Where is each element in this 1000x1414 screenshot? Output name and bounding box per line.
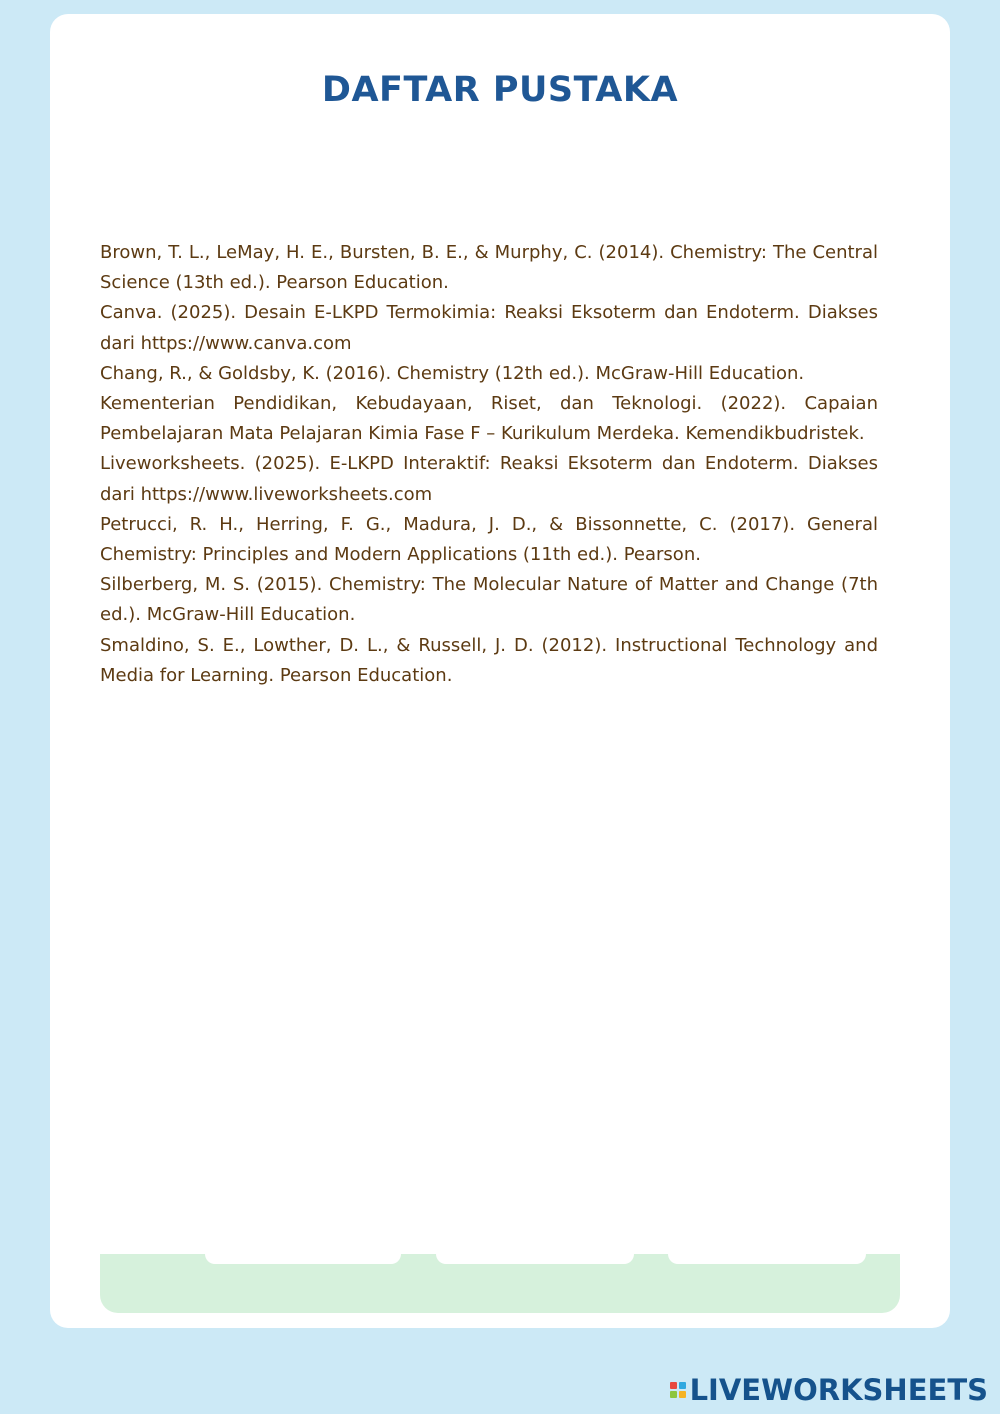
footer-tab	[436, 1254, 634, 1264]
brand-name: LIVEWORKSHEETS	[689, 1373, 988, 1407]
reference-item: Petrucci, R. H., Herring, F. G., Madura, J. D., & Bissonnette, C. (2017). General Chemistry: Principles and Modern Applications (11th ed.). Pearson.	[100, 513, 878, 566]
reference-item: Silberberg, M. S. (2015). Chemistry: The Molecular Nature of Matter and Change (7th ed.). McGraw-Hill Education.	[100, 574, 878, 626]
worksheet-page	[50, 14, 950, 1328]
reference-item: Canva. (2025). Desain E-LKPD Termokimia: Reaksi Eksoterm dan Endoterm. Diakses dari https://www.canva.com	[100, 302, 878, 354]
footer-tab	[205, 1254, 401, 1264]
reference-item: Smaldino, S. E., Lowther, D. L., & Russell, J. D. (2012). Instructional Technology and Media for Learning. Pearson Education.	[100, 634, 878, 686]
reference-item: Brown, T. L., LeMay, H. E., Bursten, B. E., & Murphy, C. (2014). Chemistry: The Central Science (13th ed.). Pearson Education.	[100, 242, 878, 294]
reference-list	[100, 238, 878, 691]
footer-tab	[668, 1254, 866, 1264]
footer-band	[100, 1254, 900, 1313]
liveworksheets-brand[interactable]	[670, 1374, 988, 1406]
liveworksheets-logo-icon	[670, 1382, 686, 1398]
reference-item: Liveworksheets. (2025). E-LKPD Interaktif: Reaksi Eksoterm dan Endoterm. Diakses dari https://www.liveworksheets.com	[100, 453, 878, 505]
page-title: DAFTAR PUSTAKA	[321, 70, 679, 110]
reference-item: Chang, R., & Goldsby, K. (2016). Chemistry (12th ed.). McGraw-Hill Education.	[100, 362, 805, 384]
reference-item: Kementerian Pendidikan, Kebudayaan, Riset, dan Teknologi. (2022). Capaian Pembelajaran Mata Pelajaran Kimia Fase F – Kurikulum Merdeka. Kemendikbudristek.	[100, 393, 878, 445]
